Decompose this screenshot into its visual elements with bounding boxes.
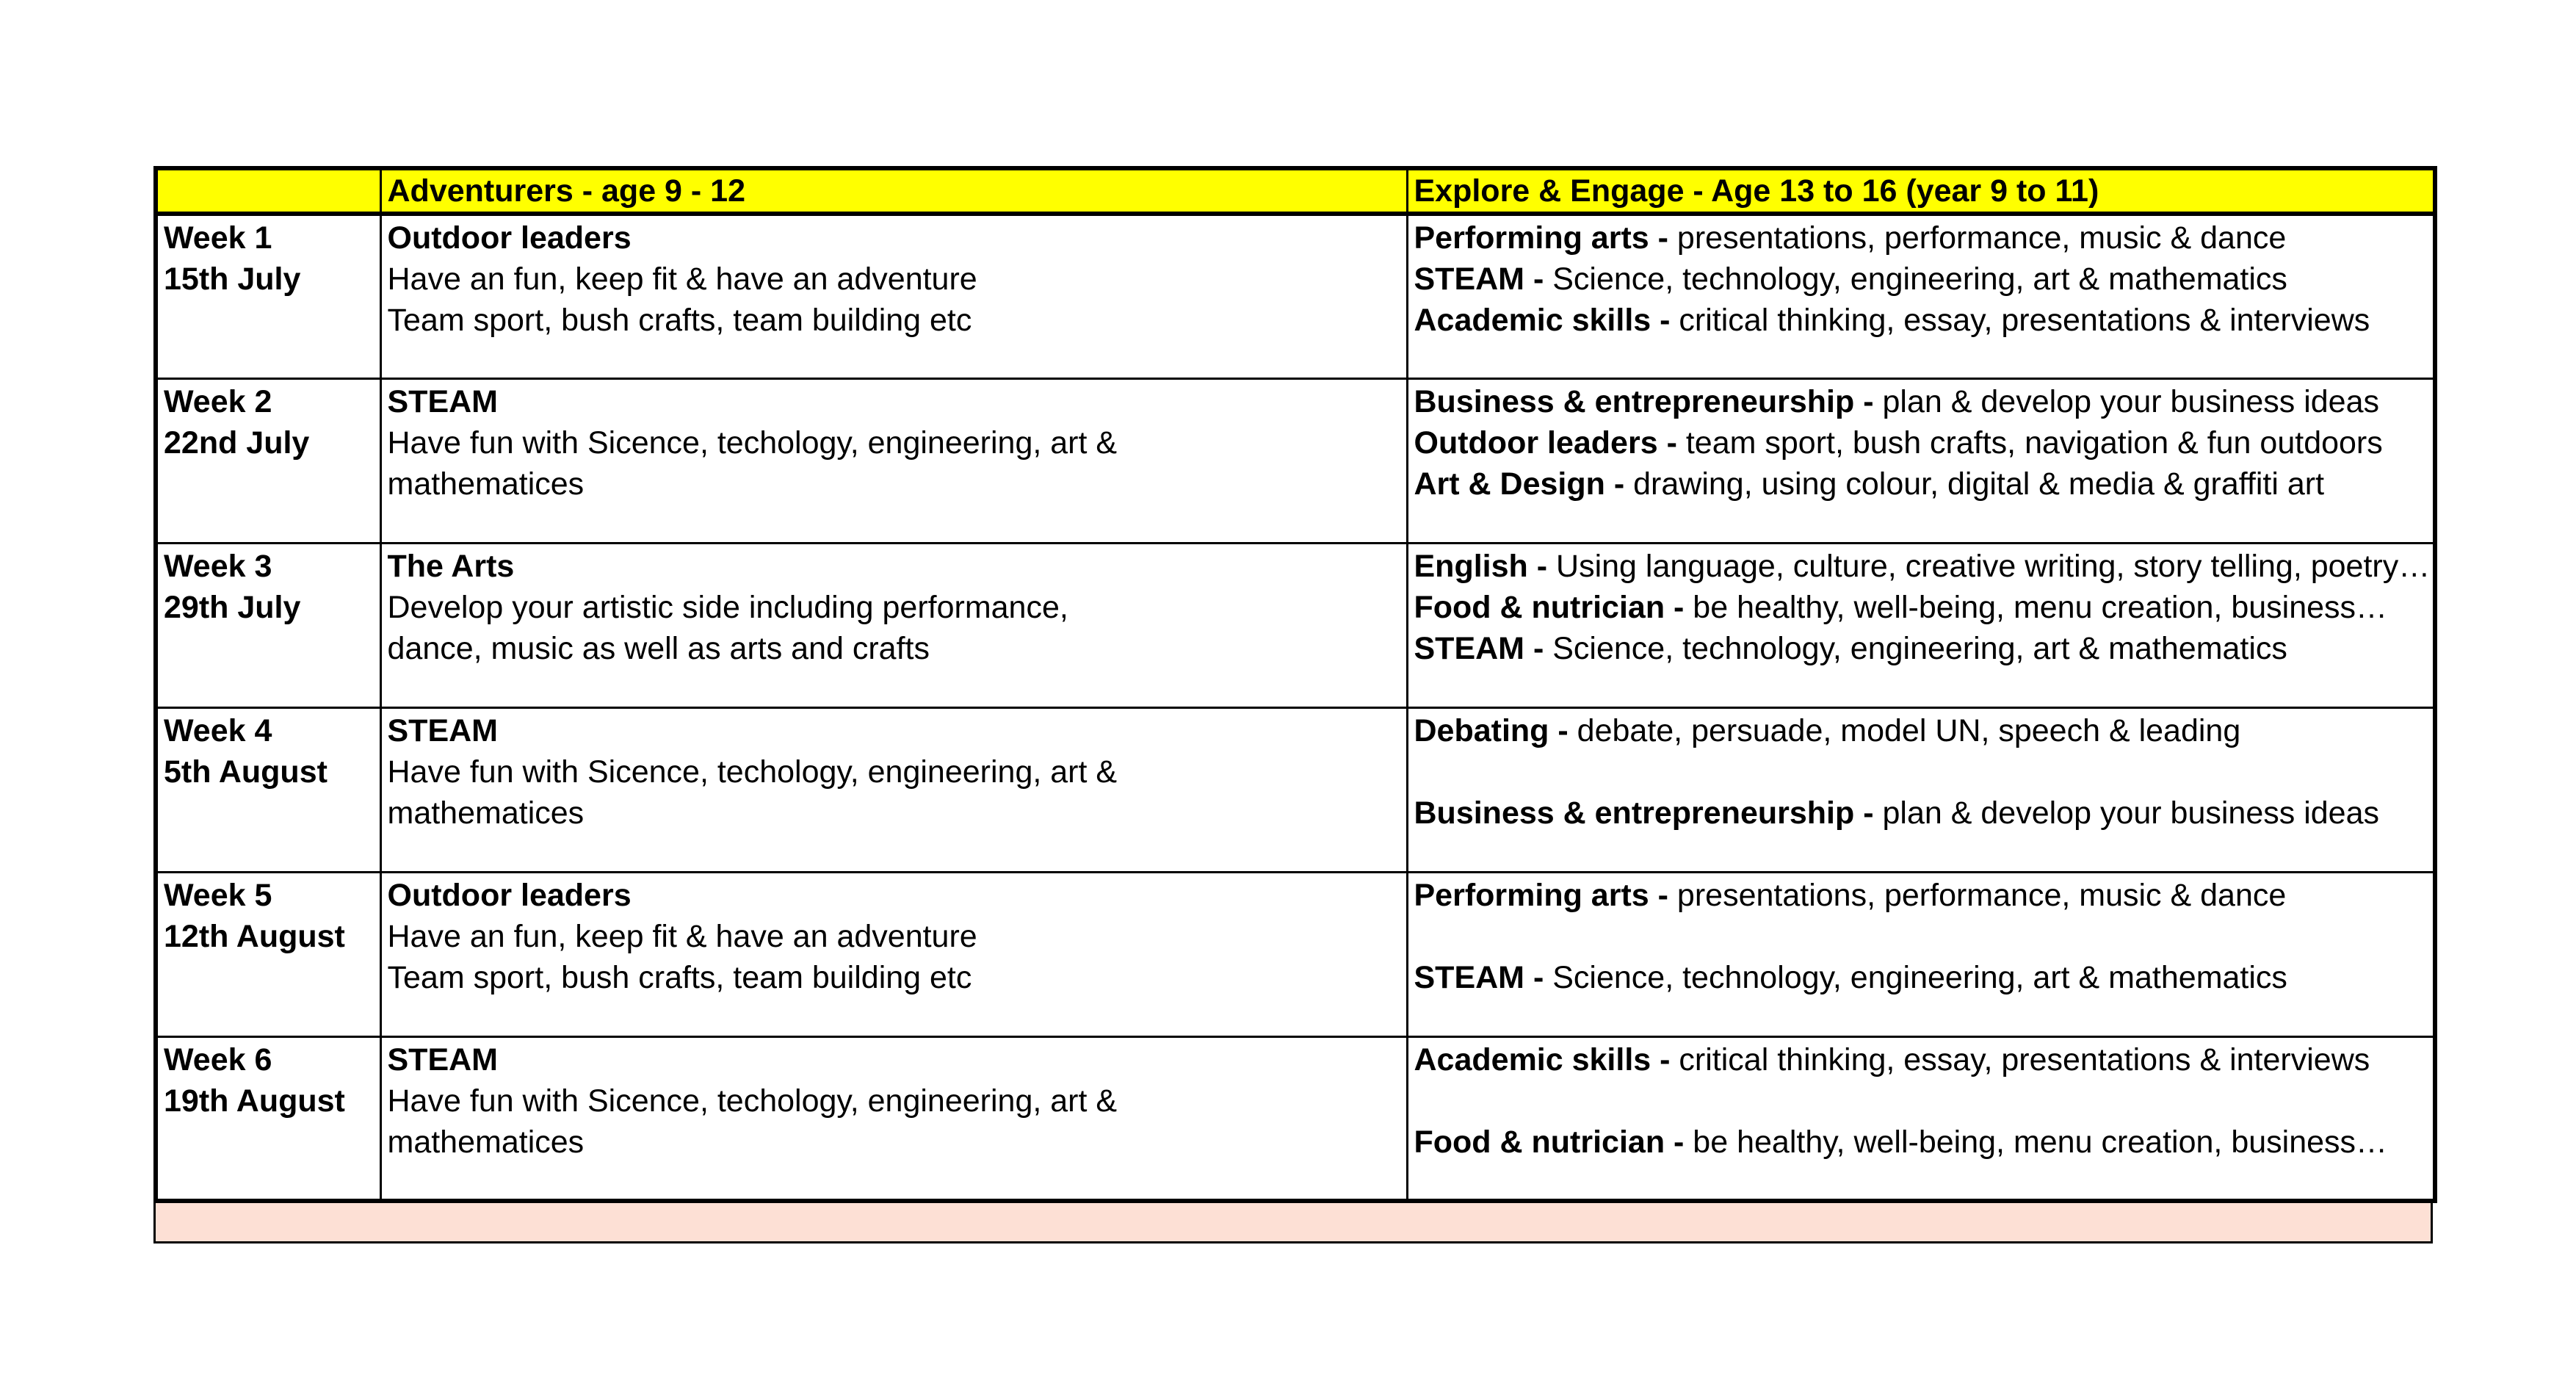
header-explore-engage: Explore & Engage - Age 13 to 16 (year 9 to 11): [1407, 168, 2435, 214]
activity-description-line: Have fun with Sicence, techology, engineering, art &: [387, 754, 1118, 790]
week-date: 29th July: [164, 589, 301, 625]
course-name: Debating -: [1414, 712, 1569, 748]
course-name: Academic skills -: [1414, 1042, 1671, 1077]
course-description: Using language, culture, creative writing, story telling, poetry…: [1547, 548, 2431, 584]
week-label: Week 6: [164, 1042, 272, 1077]
course-name: Business & entrepreneurship -: [1414, 795, 1874, 831]
adventurers-cell: [380, 214, 1407, 378]
course-description: presentations, performance, music & dance: [1668, 220, 2287, 256]
table-row: [156, 378, 2435, 543]
activity-title: STEAM: [387, 383, 498, 419]
course-description: be healthy, well-being, menu creation, business…: [1684, 1124, 2388, 1160]
course-item: [1414, 463, 2428, 505]
activity-title: STEAM: [387, 1042, 498, 1077]
header-row: [156, 168, 2435, 214]
week-label: Week 4: [164, 712, 272, 748]
course-item: [1414, 546, 2431, 587]
schedule-table: [153, 166, 2437, 1203]
course-item: [1414, 381, 2428, 422]
course-item: [1414, 217, 2428, 259]
header-week-cell: [156, 168, 380, 214]
week-date: 5th August: [164, 754, 328, 790]
activity-description-line: Have an fun, keep fit & have an adventure: [387, 918, 977, 954]
activity-description-line: mathematices: [387, 466, 585, 502]
header-adventurers: Adventurers - age 9 - 12: [380, 168, 1407, 214]
activity-description-line: Have fun with Sicence, techology, engineering, art &: [387, 1083, 1118, 1119]
explore-engage-cell: [1407, 707, 2435, 872]
course-item: [1414, 259, 2428, 300]
schedule-body: [156, 214, 2435, 1201]
week-label: Week 2: [164, 383, 272, 419]
week-cell: [156, 214, 380, 378]
week-cell: [156, 872, 380, 1036]
course-item: [1414, 300, 2428, 341]
course-description: presentations, performance, music & dance: [1668, 877, 2287, 913]
course-name: Academic skills -: [1414, 303, 1671, 338]
course-item: [1414, 710, 2428, 751]
course-name: STEAM -: [1414, 630, 1544, 666]
table-row: [156, 872, 2435, 1036]
activity-description-line: dance, music as well as arts and crafts: [387, 630, 930, 666]
course-name: STEAM -: [1414, 959, 1544, 995]
adventurers-cell: [380, 707, 1407, 872]
course-item: [1414, 793, 2428, 834]
course-item: [1414, 1039, 2428, 1080]
course-description: plan & develop your business ideas: [1873, 795, 2379, 831]
explore-engage-cell: [1407, 543, 2435, 707]
activity-description-line: Develop your artistic side including performance,: [387, 589, 1068, 625]
week-cell: [156, 1036, 380, 1201]
course-description: critical thinking, essay, presentations & interviews: [1670, 303, 2370, 338]
course-item: [1414, 751, 2428, 793]
course-description: Science, technology, engineering, art & mathematics: [1544, 630, 2287, 666]
course-description: debate, persuade, model UN, speech & leading: [1568, 712, 2241, 748]
week-date: 22nd July: [164, 425, 310, 461]
table-row: [156, 543, 2435, 707]
course-description: be healthy, well-being, menu creation, business…: [1684, 589, 2388, 625]
week-label: Week 1: [164, 220, 272, 256]
adventurers-cell: [380, 543, 1407, 707]
activity-title: The Arts: [387, 548, 515, 584]
week-cell: [156, 378, 380, 543]
course-name: Art & Design -: [1414, 466, 1625, 502]
course-item: [1414, 587, 2428, 628]
course-description: Science, technology, engineering, art & mathematics: [1544, 959, 2287, 995]
week-date: 12th August: [164, 918, 345, 954]
week-date: 19th August: [164, 1083, 345, 1119]
activity-description-line: Team sport, bush crafts, team building etc: [387, 303, 972, 338]
schedule-sheet: [153, 166, 2436, 1243]
activity-title: STEAM: [387, 712, 498, 748]
course-name: Food & nutrician -: [1414, 589, 1685, 625]
course-item: [1414, 1122, 2428, 1163]
table-row: [156, 1036, 2435, 1201]
course-description: drawing, using colour, digital & media & graffiti art: [1624, 466, 2325, 502]
course-item: [1414, 422, 2428, 463]
explore-engage-cell: [1407, 214, 2435, 378]
adventurers-cell: [380, 872, 1407, 1036]
course-name: Performing arts -: [1414, 220, 1668, 256]
activity-description-line: mathematices: [387, 795, 585, 831]
week-date: 15th July: [164, 261, 301, 297]
course-description: Science, technology, engineering, art & mathematics: [1544, 261, 2287, 297]
week-label: Week 5: [164, 877, 272, 913]
activity-title: Outdoor leaders: [387, 220, 632, 256]
course-name: Business & entrepreneurship -: [1414, 383, 1874, 419]
adventurers-cell: [380, 378, 1407, 543]
activity-description-line: Team sport, bush crafts, team building etc: [387, 959, 972, 995]
week-cell: [156, 543, 380, 707]
course-item: [1414, 1080, 2428, 1122]
week-cell: [156, 707, 380, 872]
explore-engage-cell: [1407, 872, 2435, 1036]
footer-band: [153, 1203, 2433, 1243]
activity-description-line: Have an fun, keep fit & have an adventure: [387, 261, 977, 297]
table-row: [156, 214, 2435, 378]
course-description: plan & develop your business ideas: [1873, 383, 2379, 419]
course-item: [1414, 628, 2428, 669]
activity-description-line: mathematices: [387, 1124, 585, 1160]
table-row: [156, 707, 2435, 872]
adventurers-cell: [380, 1036, 1407, 1201]
course-name: Performing arts -: [1414, 877, 1668, 913]
course-description: team sport, bush crafts, navigation & fun outdoors: [1676, 425, 2383, 461]
course-item: [1414, 875, 2428, 916]
course-name: English -: [1414, 548, 1548, 584]
explore-engage-cell: [1407, 378, 2435, 543]
activity-title: Outdoor leaders: [387, 877, 632, 913]
course-name: Food & nutrician -: [1414, 1124, 1685, 1160]
activity-description-line: Have fun with Sicence, techology, engineering, art &: [387, 425, 1118, 461]
course-item: [1414, 957, 2428, 998]
week-label: Week 3: [164, 548, 272, 584]
course-name: STEAM -: [1414, 261, 1544, 297]
course-description: critical thinking, essay, presentations & interviews: [1670, 1042, 2370, 1077]
course-item: [1414, 916, 2428, 957]
course-name: Outdoor leaders -: [1414, 425, 1677, 461]
explore-engage-cell: [1407, 1036, 2435, 1201]
